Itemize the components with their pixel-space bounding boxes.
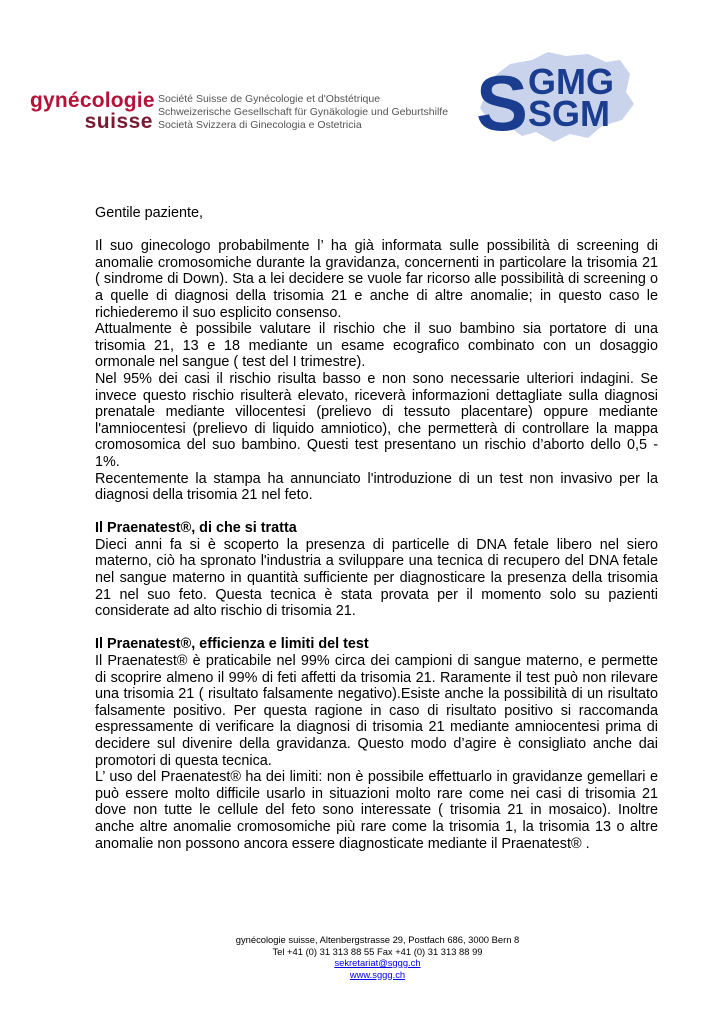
- logo-letter-s: S: [476, 59, 529, 144]
- footer-address: gynécologie suisse, Altenbergstrasse 29, Postfach 686, 3000 Bern 8: [235, 934, 520, 945]
- logo-text-gmg: GMG: [528, 61, 614, 102]
- intro-paragraph: Recentemente la stampa ha annunciato l'introduzione di un test non invasivo per la diagnosi della trisomia 21 nel feto.: [95, 470, 658, 504]
- section-paragraph: L’ uso del Praenatest® ha dei limiti: non è possibile effettuarlo in gravidanze gemellari e può essere molto difficile usarlo in situazioni molto rare come nei casi di trisomia 21 dove non tutte le cellule del feto sono interessate ( trisomia 21 in mosaico). Inoltre anche altre anomalie cromosomiche più rare come la trisomia 1, la trisomia 13 o altre anomalie non possono ancora essere diagnosticate mediante il Praenatest® .: [95, 769, 658, 852]
- society-name-it: Società Svizzera di Ginecologia e Ostetricia: [158, 119, 362, 131]
- footer-website-link[interactable]: www.sggg.ch: [349, 968, 406, 980]
- society-name-de: Schweizerische Gesellschaft für Gynäkologie und Geburtshilfe: [158, 106, 449, 118]
- section-heading-what-is: Il Praenatest®, di che si tratta: [95, 520, 297, 537]
- section-paragraph: Il Praenatest® è praticabile nel 99% circa dei campioni di sangue materno, e permette di scoprire almeno il 99% di feti affetti da trisomia 21. Raramente il test può non rilevare una trisomia 21 ( risultato falsamente negativo).Esiste anche la possibilità di un risultato falsamente positivo. Per questa ragione in caso di risultato positivo si raccomanda espressamente di verificare la diagnosi di trisomia 21 mediante amniocentesi prima di decidere sul divenire della gravidanza. Questo modo d’agire è consigliato anche dai promotori di questa tecnica.: [95, 653, 658, 769]
- brand-top: gynécologie: [30, 89, 155, 112]
- society-names: [158, 93, 448, 132]
- intro-paragraph: Nel 95% dei casi il rischio risulta basso e non sono necessarie ulteriori indagini. Se invece questo rischio risulterà elevato, riceverà informazioni dettagliate sulla diagnosi prenatale mediante villocentesi (prelievo di tessuto placentare) oppure mediante l'amniocentesi (prelievo di liquido amniotico), che permetterà di controllare la mappa cromosomica del suo bambino. Questi test presentano un rischio d’aborto dello 0,5 - 1%.: [95, 370, 658, 470]
- letter-body: [95, 205, 658, 852]
- gynecologie-suisse-logo: [30, 90, 460, 140]
- switzerland-map-logo: [470, 48, 640, 144]
- intro-paragraph: Il suo ginecologo probabilmente l’ ha già informata sulle possibilità di screening di anomalie cromosomiche durante la gravidanza, concernenti in particolare la trisomia 21 ( sindrome di Down). Sta a lei decidere se vuole far ricorso alle possibilità di screening o a quelle di diagnosi della trisomia 21 e anche di altre anomalie; in questo caso le richiederemo il suo esplicito consenso.: [95, 238, 658, 321]
- brand-bottom: suisse: [84, 110, 153, 133]
- logo-text-sgm: SGM: [528, 93, 611, 134]
- sggg-logo: [470, 48, 640, 144]
- intro-paragraph: Attualmente è possibile valutare il rischio che il suo bambino sia portatore di una trisomia 21, 13 e 18 mediante un esame ecografico combinato con un dosaggio ormonale nel sangue ( test del I trimestre).: [95, 321, 658, 371]
- section-heading-efficiency: Il Praenatest®, efficienza e limiti del test: [95, 636, 369, 653]
- footer-email-link[interactable]: sekretariat@sggg.ch: [334, 957, 421, 968]
- spacer: [95, 504, 658, 521]
- spacer: [95, 222, 658, 239]
- salutation: Gentile paziente,: [95, 205, 204, 221]
- section-paragraph: Dieci anni fa si è scoperto la presenza di particelle di DNA fetale libero nel siero materno, ciò ha spronato l'industria a sviluppare una tecnica di recupero del DNA fetale nel sangue materno in quantità sufficiente per diagnosticare la presenza della trisomia 21 nel suo feto. Questa tecnica è stata provata per il momento solo su pazienti considerate ad alto rischio di trisomia 21.: [95, 536, 658, 620]
- footer: [0, 934, 725, 980]
- spacer: [95, 620, 658, 637]
- society-name-fr: Société Suisse de Gynécologie et d'Obstétrique: [158, 93, 381, 105]
- footer-phone-fax: Tel +41 (0) 31 313 88 55 Fax +41 (0) 31 313 88 99: [272, 945, 483, 957]
- brand-wordmark: [30, 90, 153, 132]
